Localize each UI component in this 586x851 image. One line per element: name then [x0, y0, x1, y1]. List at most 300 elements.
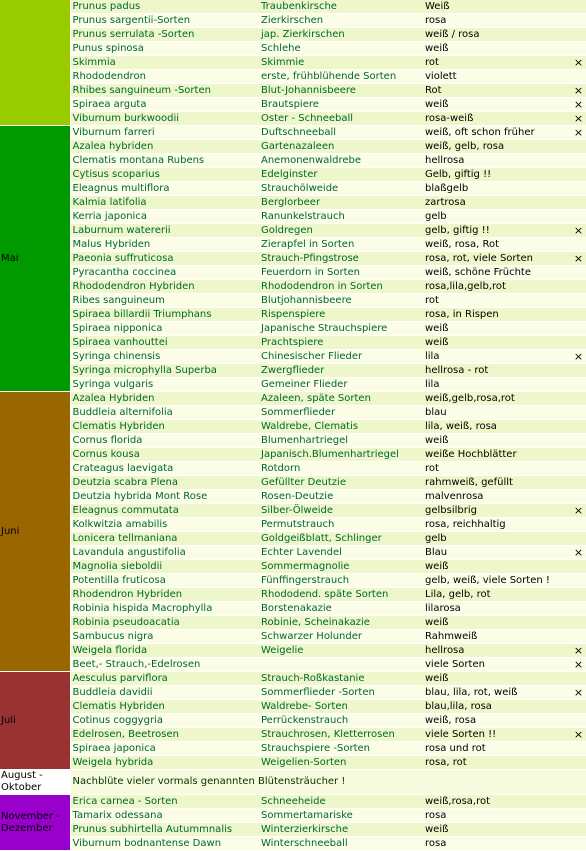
- table-row: [0, 658, 586, 672]
- flower-color-cell: weiß: [423, 98, 571, 112]
- marker-cell: [571, 210, 586, 224]
- german-name-cell: Blut-Johannisbeere: [259, 84, 423, 98]
- marker-cell: ×: [571, 644, 586, 658]
- german-name-cell: Gartenazaleen: [259, 140, 423, 154]
- table-row: [0, 742, 586, 756]
- botanical-name-cell: Magnolia sieboldii: [70, 560, 259, 574]
- botanical-name-cell: Kerria japonica: [70, 210, 259, 224]
- marker-cell: [571, 462, 586, 476]
- table-row: [0, 490, 586, 504]
- marker-cell: [571, 672, 586, 686]
- table-row: [0, 809, 586, 823]
- marker-cell: [571, 364, 586, 378]
- german-name-cell: Robinie, Scheinakazie: [259, 616, 423, 630]
- marker-cell: [571, 182, 586, 196]
- marker-cell: [571, 809, 586, 823]
- german-name-cell: Japanische Strauchspiere: [259, 322, 423, 336]
- botanical-name-cell: Punus spinosa: [70, 42, 259, 56]
- botanical-name-cell: Edelrosen, Beetrosen: [70, 728, 259, 742]
- german-name-cell: Strauchölweide: [259, 182, 423, 196]
- marker-cell: [571, 392, 586, 406]
- marker-cell: [571, 588, 586, 602]
- flower-color-cell: rosa: [423, 837, 571, 851]
- marker-cell: [571, 140, 586, 154]
- german-name-cell: Ranunkelstrauch: [259, 210, 423, 224]
- flower-color-cell: weiß, oft schon früher: [423, 126, 571, 140]
- botanical-name-cell: Beet,- Strauch,-Edelrosen: [70, 658, 259, 672]
- german-name-cell: Silber-Ölweide: [259, 504, 423, 518]
- table-row: [0, 392, 586, 406]
- german-name-cell: Waldrebe, Clematis: [259, 420, 423, 434]
- marker-cell: [571, 308, 586, 322]
- marker-cell: ×: [571, 350, 586, 364]
- german-name-cell: Rispenspiere: [259, 308, 423, 322]
- table-row: [0, 420, 586, 434]
- flower-color-cell: Lila, gelb, rot: [423, 588, 571, 602]
- marker-cell: [571, 294, 586, 308]
- table-row: [0, 504, 586, 518]
- botanical-name-cell: Clematis montana Rubens: [70, 154, 259, 168]
- table-row: [0, 238, 586, 252]
- botanical-name-cell: Clematis Hybriden: [70, 420, 259, 434]
- marker-cell: [571, 336, 586, 350]
- table-row: [0, 182, 586, 196]
- flower-color-cell: rosa und rot: [423, 742, 571, 756]
- marker-cell: [571, 448, 586, 462]
- botanical-name-cell: Crateagus laevigata: [70, 462, 259, 476]
- table-row: [0, 518, 586, 532]
- german-name-cell: Waldrebe- Sorten: [259, 700, 423, 714]
- table-row: [0, 126, 586, 140]
- botanical-name-cell: Spiraea arguta: [70, 98, 259, 112]
- botanical-name-cell: Clematis Hybriden: [70, 700, 259, 714]
- marker-cell: ×: [571, 546, 586, 560]
- flower-color-cell: weiß: [423, 672, 571, 686]
- table-row: [0, 837, 586, 851]
- botanical-name-cell: Malus Hybriden: [70, 238, 259, 252]
- flower-color-cell: weiß: [423, 434, 571, 448]
- marker-cell: [571, 823, 586, 837]
- botanical-name-cell: Potentilla fruticosa: [70, 574, 259, 588]
- table-row: [0, 70, 586, 84]
- botanical-name-cell: Pyracantha coccinea: [70, 266, 259, 280]
- flower-color-cell: rosa: [423, 14, 571, 28]
- german-name-cell: Schneeheide: [259, 795, 423, 809]
- flower-color-cell: weiß,rosa,rot: [423, 795, 571, 809]
- german-name-cell: Weigelien-Sorten: [259, 756, 423, 770]
- german-name-cell: Azaleen, späte Sorten: [259, 392, 423, 406]
- table-row: [0, 532, 586, 546]
- flower-color-cell: viele Sorten: [423, 658, 571, 672]
- marker-cell: [571, 742, 586, 756]
- month-label: Juni: [0, 392, 70, 672]
- table-row: [0, 210, 586, 224]
- flower-color-cell: weiß,gelb,rosa,rot: [423, 392, 571, 406]
- german-name-cell: Sommertamariske: [259, 809, 423, 823]
- flower-color-cell: gelb, giftig !!: [423, 224, 571, 238]
- table-row: [0, 294, 586, 308]
- table-row: [0, 406, 586, 420]
- german-name-cell: Duftschneeball: [259, 126, 423, 140]
- marker-cell: ×: [571, 126, 586, 140]
- flower-color-cell: weiß: [423, 560, 571, 574]
- german-name-cell: Echter Lavendel: [259, 546, 423, 560]
- table-row: [0, 84, 586, 98]
- month-label: Juli: [0, 672, 70, 770]
- flower-color-cell: lilarosa: [423, 602, 571, 616]
- marker-cell: [571, 280, 586, 294]
- botanical-name-cell: Tamarix odessana: [70, 809, 259, 823]
- flower-color-cell: weiß, gelb, rosa: [423, 140, 571, 154]
- flower-color-cell: Blau: [423, 546, 571, 560]
- german-name-cell: [259, 658, 423, 672]
- botanical-name-cell: Spiraea japonica: [70, 742, 259, 756]
- botanical-name-cell: Prunus serrulata -Sorten: [70, 28, 259, 42]
- german-name-cell: Chinesischer Flieder: [259, 350, 423, 364]
- table-row: [0, 588, 586, 602]
- marker-cell: [571, 795, 586, 809]
- table-row: [0, 28, 586, 42]
- flower-color-cell: gelb: [423, 532, 571, 546]
- botanical-name-cell: Cornus kousa: [70, 448, 259, 462]
- botanical-name-cell: Azalea Hybriden: [70, 392, 259, 406]
- table-row: [0, 252, 586, 266]
- marker-cell: [571, 420, 586, 434]
- flower-color-cell: rot: [423, 462, 571, 476]
- flower-color-cell: rosa, rot: [423, 756, 571, 770]
- botanical-name-cell: Buddleia davidii: [70, 686, 259, 700]
- botanical-name-cell: Eleagnus multiflora: [70, 182, 259, 196]
- table-row: [0, 686, 586, 700]
- month-label: Mai: [0, 126, 70, 392]
- table-row: [0, 308, 586, 322]
- flower-color-cell: blau,lila, rosa: [423, 700, 571, 714]
- month-label: [0, 0, 70, 126]
- botanical-name-cell: Sambucus nigra: [70, 630, 259, 644]
- marker-cell: ×: [571, 56, 586, 70]
- botanical-name-cell: Robinia hispida Macrophylla: [70, 602, 259, 616]
- table-row: [0, 616, 586, 630]
- flower-color-cell: malvenrosa: [423, 490, 571, 504]
- flower-color-cell: Gelb, giftig !!: [423, 168, 571, 182]
- table-row: [0, 644, 586, 658]
- german-name-cell: Sommermagnolie: [259, 560, 423, 574]
- flower-color-cell: lila: [423, 350, 571, 364]
- flower-color-cell: weiß / rosa: [423, 28, 571, 42]
- month-label: November - Dezember: [0, 795, 70, 851]
- botanical-name-cell: Cotinus coggygria: [70, 714, 259, 728]
- botanical-name-cell: Aesculus parviflora: [70, 672, 259, 686]
- marker-cell: [571, 714, 586, 728]
- flower-color-cell: gelbsilbrig: [423, 504, 571, 518]
- german-name-cell: Sommerflieder: [259, 406, 423, 420]
- table-row: [0, 795, 586, 809]
- table-row: [0, 560, 586, 574]
- table-row: [0, 602, 586, 616]
- botanical-name-cell: Lonicera tellmaniana: [70, 532, 259, 546]
- marker-cell: [571, 42, 586, 56]
- flower-color-cell: rosa, reichhaltig: [423, 518, 571, 532]
- marker-cell: [571, 476, 586, 490]
- flower-color-cell: Rahmweiß: [423, 630, 571, 644]
- table-row: [0, 364, 586, 378]
- table-row: [0, 112, 586, 126]
- flower-color-cell: viele Sorten !!: [423, 728, 571, 742]
- marker-cell: ×: [571, 224, 586, 238]
- table-row: [0, 823, 586, 837]
- table-row: [0, 476, 586, 490]
- marker-cell: [571, 322, 586, 336]
- botanical-name-cell: Spiraea billardii Triumphans: [70, 308, 259, 322]
- marker-cell: [571, 700, 586, 714]
- marker-cell: [571, 518, 586, 532]
- marker-cell: ×: [571, 686, 586, 700]
- flower-color-cell: rosa,lila,gelb,rot: [423, 280, 571, 294]
- flower-color-cell: violett: [423, 70, 571, 84]
- german-name-cell: Skimmie: [259, 56, 423, 70]
- flower-color-cell: blau: [423, 406, 571, 420]
- botanical-name-cell: Prunus subhirtella Autummnalis: [70, 823, 259, 837]
- german-name-cell: Anemonenwaldrebe: [259, 154, 423, 168]
- botanical-name-cell: Rhibes sanguineum -Sorten: [70, 84, 259, 98]
- table-row: [0, 154, 586, 168]
- german-name-cell: Goldgeißblatt, Schlinger: [259, 532, 423, 546]
- german-name-cell: Japanisch.Blumenhartriegel: [259, 448, 423, 462]
- botanical-name-cell: Deutzia hybrida Mont Rose: [70, 490, 259, 504]
- botanical-name-cell: Ribes sanguineum: [70, 294, 259, 308]
- marker-cell: [571, 14, 586, 28]
- marker-cell: [571, 0, 586, 14]
- flower-color-cell: Weiß: [423, 0, 571, 14]
- flower-color-cell: gelb: [423, 210, 571, 224]
- table-row: [0, 378, 586, 392]
- botanical-name-cell: Rhododendron Hybriden: [70, 280, 259, 294]
- botanical-name-cell: Weigela florida: [70, 644, 259, 658]
- flower-color-cell: weiße Hochblätter: [423, 448, 571, 462]
- table-row: [0, 196, 586, 210]
- botanical-name-cell: Skimmia: [70, 56, 259, 70]
- table-row: [0, 0, 586, 14]
- botanical-name-cell: Spiraea nipponica: [70, 322, 259, 336]
- table-row: [0, 728, 586, 742]
- german-name-cell: Oster - Schneeball: [259, 112, 423, 126]
- table-row: [0, 546, 586, 560]
- table-row: [0, 462, 586, 476]
- marker-cell: ×: [571, 728, 586, 742]
- marker-cell: [571, 70, 586, 84]
- botanical-name-cell: Syringa vulgaris: [70, 378, 259, 392]
- botanical-name-cell: Syringa chinensis: [70, 350, 259, 364]
- table-row: [0, 280, 586, 294]
- flower-color-cell: weiß: [423, 616, 571, 630]
- table-row: [0, 56, 586, 70]
- german-name-cell: Schlehe: [259, 42, 423, 56]
- table-row: [0, 770, 586, 795]
- table-row: [0, 168, 586, 182]
- month-label: August - Oktober: [0, 770, 70, 795]
- table-row: [0, 42, 586, 56]
- german-name-cell: Permutstrauch: [259, 518, 423, 532]
- botanical-name-cell: Rhododendron: [70, 70, 259, 84]
- flower-color-cell: weiß, schöne Früchte: [423, 266, 571, 280]
- flower-color-cell: lila: [423, 378, 571, 392]
- marker-cell: [571, 168, 586, 182]
- table-row: [0, 350, 586, 364]
- flower-color-cell: rosa-weiß: [423, 112, 571, 126]
- table-row: [0, 448, 586, 462]
- flower-color-cell: weiß: [423, 322, 571, 336]
- flower-color-cell: rosa, in Rispen: [423, 308, 571, 322]
- german-name-cell: Blumenhartriegel: [259, 434, 423, 448]
- german-name-cell: Weigelie: [259, 644, 423, 658]
- german-name-cell: Gefüllter Deutzie: [259, 476, 423, 490]
- table-row: [0, 574, 586, 588]
- german-name-cell: Rosen-Deutzie: [259, 490, 423, 504]
- marker-cell: ×: [571, 98, 586, 112]
- german-name-cell: Berglorbeer: [259, 196, 423, 210]
- botanical-name-cell: Viburnum bodnantense Dawn: [70, 837, 259, 851]
- german-name-cell: Zierapfel in Sorten: [259, 238, 423, 252]
- marker-cell: [571, 574, 586, 588]
- flower-color-cell: rahmweiß, gefüllt: [423, 476, 571, 490]
- botanical-name-cell: Cytisus scoparius: [70, 168, 259, 182]
- marker-cell: [571, 837, 586, 851]
- german-name-cell: Strauch-Roßkastanie: [259, 672, 423, 686]
- german-name-cell: Gemeiner Flieder: [259, 378, 423, 392]
- marker-cell: ×: [571, 252, 586, 266]
- flower-color-cell: rot: [423, 294, 571, 308]
- flower-color-cell: Rot: [423, 84, 571, 98]
- german-name-cell: Traubenkirsche: [259, 0, 423, 14]
- marker-cell: [571, 560, 586, 574]
- german-name-cell: Prachtspiere: [259, 336, 423, 350]
- botanical-name-cell: Kolkwitzia amabilis: [70, 518, 259, 532]
- marker-cell: [571, 196, 586, 210]
- flower-color-cell: rot: [423, 56, 571, 70]
- note-cell: Nachblüte vieler vormals genannten Blütensträucher !: [70, 770, 586, 795]
- flower-color-cell: hellrosa: [423, 154, 571, 168]
- table-row: [0, 14, 586, 28]
- marker-cell: ×: [571, 504, 586, 518]
- marker-cell: [571, 490, 586, 504]
- german-name-cell: Fünffingerstrauch: [259, 574, 423, 588]
- botanical-name-cell: Buddleia alternifolia: [70, 406, 259, 420]
- german-name-cell: Zwergflieder: [259, 364, 423, 378]
- botanical-name-cell: Robinia pseudoacatia: [70, 616, 259, 630]
- table-row: [0, 714, 586, 728]
- botanical-name-cell: Deutzia scabra Plena: [70, 476, 259, 490]
- botanical-name-cell: Azalea hybriden: [70, 140, 259, 154]
- table-row: [0, 140, 586, 154]
- marker-cell: [571, 616, 586, 630]
- flower-color-cell: zartrosa: [423, 196, 571, 210]
- flower-color-cell: hellrosa - rot: [423, 364, 571, 378]
- german-name-cell: Sommerflieder -Sorten: [259, 686, 423, 700]
- marker-cell: ×: [571, 112, 586, 126]
- marker-cell: [571, 378, 586, 392]
- german-name-cell: Edelginster: [259, 168, 423, 182]
- table-row: [0, 322, 586, 336]
- table-row: [0, 336, 586, 350]
- flower-color-cell: hellrosa: [423, 644, 571, 658]
- botanical-name-cell: Erica carnea - Sorten: [70, 795, 259, 809]
- flower-color-cell: weiß, rosa: [423, 714, 571, 728]
- botanical-name-cell: Prunus padus: [70, 0, 259, 14]
- german-name-cell: Zierkirschen: [259, 14, 423, 28]
- table-row: [0, 672, 586, 686]
- german-name-cell: Perrückenstrauch: [259, 714, 423, 728]
- marker-cell: [571, 602, 586, 616]
- german-name-cell: erste, frühblühende Sorten: [259, 70, 423, 84]
- flower-color-cell: lila, weiß, rosa: [423, 420, 571, 434]
- marker-cell: [571, 154, 586, 168]
- botanical-name-cell: Eleagnus commutata: [70, 504, 259, 518]
- german-name-cell: Blutjohannisbeere: [259, 294, 423, 308]
- german-name-cell: Rhododendron in Sorten: [259, 280, 423, 294]
- german-name-cell: Brautspiere: [259, 98, 423, 112]
- marker-cell: [571, 434, 586, 448]
- botanical-name-cell: Rhodendron Hybriden: [70, 588, 259, 602]
- flower-color-cell: rosa, rot, viele Sorten: [423, 252, 571, 266]
- german-name-cell: Rotdorn: [259, 462, 423, 476]
- botanical-name-cell: Weigela hybrida: [70, 756, 259, 770]
- flower-color-cell: weiß: [423, 42, 571, 56]
- botanical-name-cell: Prunus sargentii-Sorten: [70, 14, 259, 28]
- botanical-name-cell: Viburnum farreri: [70, 126, 259, 140]
- marker-cell: [571, 266, 586, 280]
- german-name-cell: Winterzierkirsche: [259, 823, 423, 837]
- botanical-name-cell: Lavandula angustifolia: [70, 546, 259, 560]
- german-name-cell: Winterschneeball: [259, 837, 423, 851]
- marker-cell: ×: [571, 84, 586, 98]
- table-row: [0, 266, 586, 280]
- botanical-name-cell: Paeonia suffruticosa: [70, 252, 259, 266]
- flower-color-cell: blau, lila, rot, weiß: [423, 686, 571, 700]
- german-name-cell: Strauchrosen, Kletterrosen: [259, 728, 423, 742]
- marker-cell: [571, 630, 586, 644]
- german-name-cell: Borstenakazie: [259, 602, 423, 616]
- flower-color-cell: weiß: [423, 823, 571, 837]
- marker-cell: [571, 28, 586, 42]
- botanical-name-cell: Spiraea vanhouttei: [70, 336, 259, 350]
- marker-cell: ×: [571, 658, 586, 672]
- marker-cell: [571, 756, 586, 770]
- botanical-name-cell: Viburnum burkwoodii: [70, 112, 259, 126]
- botanical-name-cell: Kalmia latifolia: [70, 196, 259, 210]
- german-name-cell: Rhododend. späte Sorten: [259, 588, 423, 602]
- flower-color-cell: rosa: [423, 809, 571, 823]
- german-name-cell: Strauchspiere -Sorten: [259, 742, 423, 756]
- german-name-cell: Goldregen: [259, 224, 423, 238]
- table-row: [0, 434, 586, 448]
- marker-cell: [571, 406, 586, 420]
- table-row: [0, 630, 586, 644]
- marker-cell: [571, 238, 586, 252]
- german-name-cell: Strauch-Pfingstrose: [259, 252, 423, 266]
- table-row: [0, 700, 586, 714]
- botanical-name-cell: Cornus florida: [70, 434, 259, 448]
- table-row: [0, 224, 586, 238]
- flower-color-cell: blaßgelb: [423, 182, 571, 196]
- marker-cell: [571, 532, 586, 546]
- botanical-name-cell: Laburnum watererii: [70, 224, 259, 238]
- german-name-cell: Schwarzer Holunder: [259, 630, 423, 644]
- botanical-name-cell: Syringa microphylla Superba: [70, 364, 259, 378]
- flower-color-cell: weiß: [423, 336, 571, 350]
- german-name-cell: jap. Zierkirschen: [259, 28, 423, 42]
- flower-color-cell: weiß, rosa, Rot: [423, 238, 571, 252]
- table-row: [0, 756, 586, 770]
